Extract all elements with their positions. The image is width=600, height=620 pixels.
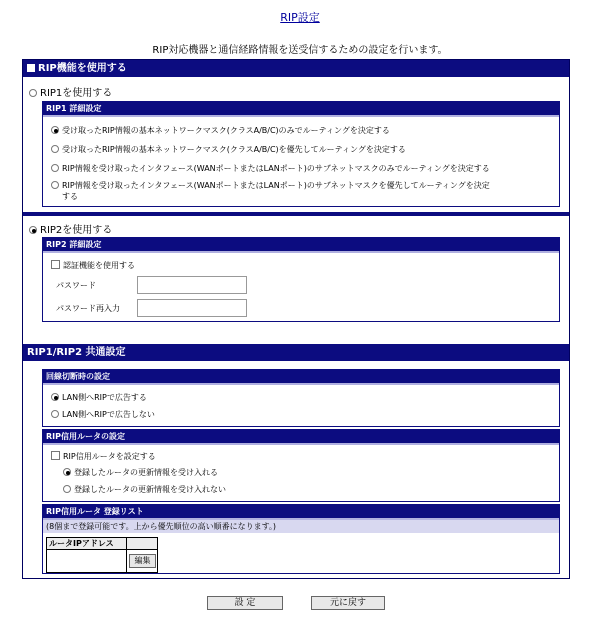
line-down-option-2-label: LAN側へRIPで広告しない <box>62 410 155 419</box>
rip1-option-2-radio[interactable] <box>51 145 59 153</box>
rip-section-header <box>23 60 569 77</box>
router-ip-column-header: ルータIPアドレス <box>47 538 127 550</box>
password-input[interactable] <box>137 276 247 294</box>
rip1-option-3-label: RIP情報を受け取ったインタフェース(WANポートまたはLANポート)のサブネットマスクのみでルーティングを決定する <box>62 164 490 173</box>
rip1-radio[interactable] <box>29 89 37 97</box>
rip1-option-1[interactable] <box>51 125 390 136</box>
edit-button[interactable]: 編集 <box>129 554 156 568</box>
trusted-checkbox-row[interactable] <box>51 451 156 462</box>
settings-frame <box>22 59 570 579</box>
rip2-detail-box <box>42 237 560 322</box>
router-list-box <box>42 504 560 574</box>
line-down-box <box>42 369 560 427</box>
auth-label: 認証機能を使用する <box>63 261 135 270</box>
reset-button[interactable]: 元に戻す <box>311 596 385 610</box>
line-down-option-2-radio[interactable] <box>51 410 59 418</box>
auth-checkbox[interactable] <box>51 260 60 269</box>
line-down-option-1[interactable] <box>51 392 147 403</box>
rip2-detail-header: RIP2 詳細設定 <box>43 238 559 253</box>
rip1-detail-box <box>42 101 560 207</box>
trusted-option-1-radio[interactable] <box>63 468 71 476</box>
rip1-detail-header: RIP1 詳細設定 <box>43 102 559 117</box>
rip1-option-2-label: 受け取ったRIP情報の基本ネットワークマスク(クラスA/B/C)を優先してルーティングを決定する <box>62 145 406 154</box>
rip1-option-1-label: 受け取ったRIP情報の基本ネットワークマスク(クラスA/B/C)のみでルーティングを決定する <box>62 126 390 135</box>
line-down-option-1-label: LAN側へRIPで広告する <box>62 393 147 402</box>
common-section-header: RIP1/RIP2 共通設定 <box>23 344 569 361</box>
square-icon <box>27 64 35 72</box>
password-label: パスワード <box>56 281 96 290</box>
trusted-checkbox-label: RIP信用ルータを設定する <box>63 452 156 461</box>
rip2-radio-row[interactable] <box>29 221 112 236</box>
rip2-label: RIP2を使用する <box>40 225 113 236</box>
password-confirm-input[interactable] <box>137 299 247 317</box>
save-button[interactable]: 設 定 <box>207 596 283 610</box>
edit-column-header <box>127 538 157 550</box>
rip1-option-4-radio[interactable] <box>51 181 59 189</box>
trusted-option-1[interactable] <box>63 467 218 478</box>
section-divider <box>23 212 569 216</box>
rip1-option-4-cont: する <box>62 192 78 201</box>
trusted-option-2-label: 登録したルータの更新情報を受け入れない <box>74 485 226 494</box>
rip1-option-4[interactable] <box>51 180 490 191</box>
router-list-note: (8個まで登録可能です。上から優先順位の高い順番になります。) <box>43 520 559 533</box>
auth-checkbox-row[interactable] <box>51 260 135 271</box>
rip2-radio[interactable] <box>29 226 37 234</box>
line-down-header: 回線切断時の設定 <box>43 370 559 385</box>
rip1-radio-row[interactable] <box>29 84 112 99</box>
rip1-option-3-radio[interactable] <box>51 164 59 172</box>
router-ip-table <box>46 537 158 573</box>
trusted-checkbox[interactable] <box>51 451 60 460</box>
trusted-option-2[interactable] <box>63 484 226 495</box>
rip1-option-2[interactable] <box>51 144 406 155</box>
router-ip-cell <box>47 550 127 572</box>
page-title[interactable]: RIP設定 <box>280 11 320 24</box>
rip1-option-1-radio[interactable] <box>51 126 59 134</box>
line-down-option-2[interactable] <box>51 409 155 420</box>
line-down-option-1-radio[interactable] <box>51 393 59 401</box>
rip1-option-4-label: RIP情報を受け取ったインタフェース(WANポートまたはLANポート)のサブネットマスクを優先してルーティングを決定 <box>62 181 490 190</box>
password-confirm-label: パスワード再入力 <box>56 304 120 313</box>
rip1-option-3[interactable] <box>51 163 490 174</box>
router-list-header: RIP信用ルータ 登録リスト <box>43 505 559 520</box>
trusted-option-1-label: 登録したルータの更新情報を受け入れる <box>74 468 218 477</box>
page-description: RIP対応機器と通信経路情報を送受信するための設定を行います。 <box>152 45 448 56</box>
rip1-label: RIP1を使用する <box>40 88 113 99</box>
trusted-option-2-radio[interactable] <box>63 485 71 493</box>
rip-section-title: RIP機能を使用する <box>38 63 127 74</box>
trusted-router-header: RIP信用ルータの設定 <box>43 430 559 445</box>
trusted-router-box <box>42 429 560 502</box>
